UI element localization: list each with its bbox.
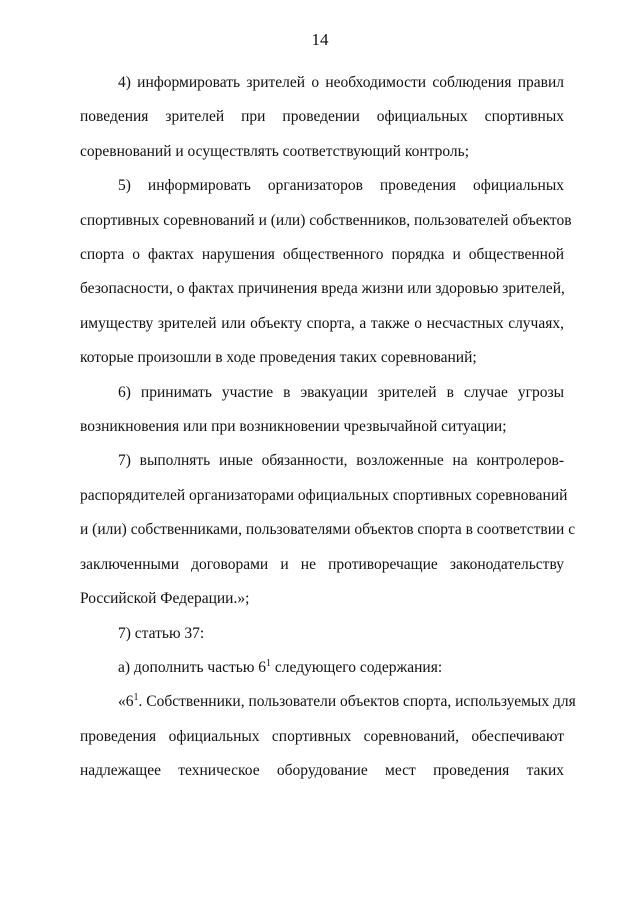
text-line: спорта о фактах нарушения общественного порядка и общественной: [80, 246, 564, 264]
text-line: безопасности, о фактах причинения вреда жизни или здоровью зрителей,: [80, 280, 565, 298]
text-line: 5) информировать организаторов проведения официальных: [118, 177, 564, 195]
text-line: 7) выполнять иные обязанности, возложенные на контролеров-: [118, 452, 564, 470]
paragraph-part-6-1: [80, 685, 576, 788]
text-line: 4) информировать зрителей о необходимости соблюдения правил: [118, 74, 564, 91]
document-body: [80, 66, 576, 789]
text-line: проведения официальных спортивных соревнований, обеспечивают: [80, 727, 564, 745]
text-line: и (или) собственниками, пользователями объектов спорта в соответствии с: [80, 521, 576, 539]
paragraph-item-4: [80, 66, 564, 169]
text-fragment: следующего содержания:: [271, 658, 443, 676]
text-line: имуществу зрителей или объекту спорта, а также о несчастных случаях,: [80, 314, 564, 332]
text-line: [80, 685, 576, 719]
text-line: заключенными договорами и не противоречащие законодательству: [80, 555, 564, 573]
text-line: спортивных соревнований и (или) собственников, пользователей объектов: [80, 211, 572, 229]
text-line: которые произошли в ходе проведения таких соревнований;: [80, 349, 477, 367]
text-fragment: а) дополнить частью 6: [118, 658, 267, 676]
text-line: соревнований и осуществлять соответствующий контроль;: [80, 142, 470, 160]
text-line: [80, 651, 564, 685]
text-line: поведения зрителей при проведении официальных спортивных: [80, 108, 564, 126]
text-line: 6) принимать участие в эвакуации зрителей в случае угрозы: [118, 383, 564, 401]
text-fragment: . Собственники, пользователи объектов спорта, используемых для: [138, 693, 576, 711]
paragraph-subitem-a: [80, 651, 564, 685]
paragraph-article-37: [80, 617, 564, 651]
text-line: возникновения или при возникновении чрезвычайной ситуации;: [80, 418, 507, 436]
page-number: 14: [311, 30, 329, 49]
text-line: 7) статью 37:: [118, 624, 205, 642]
paragraph-item-6: [80, 376, 564, 445]
paragraph-item-7: [80, 444, 576, 616]
superscript: 1: [133, 692, 139, 704]
superscript: 1: [266, 657, 272, 669]
paragraph-item-5: [80, 169, 572, 375]
text-line: Российской Федерации.»;: [80, 590, 250, 608]
text-line: надлежащее техническое оборудование мест проведения таких: [80, 762, 564, 780]
text-line: распорядителей организаторами официальных спортивных соревнований: [80, 486, 568, 504]
text-fragment: «6: [118, 693, 134, 711]
